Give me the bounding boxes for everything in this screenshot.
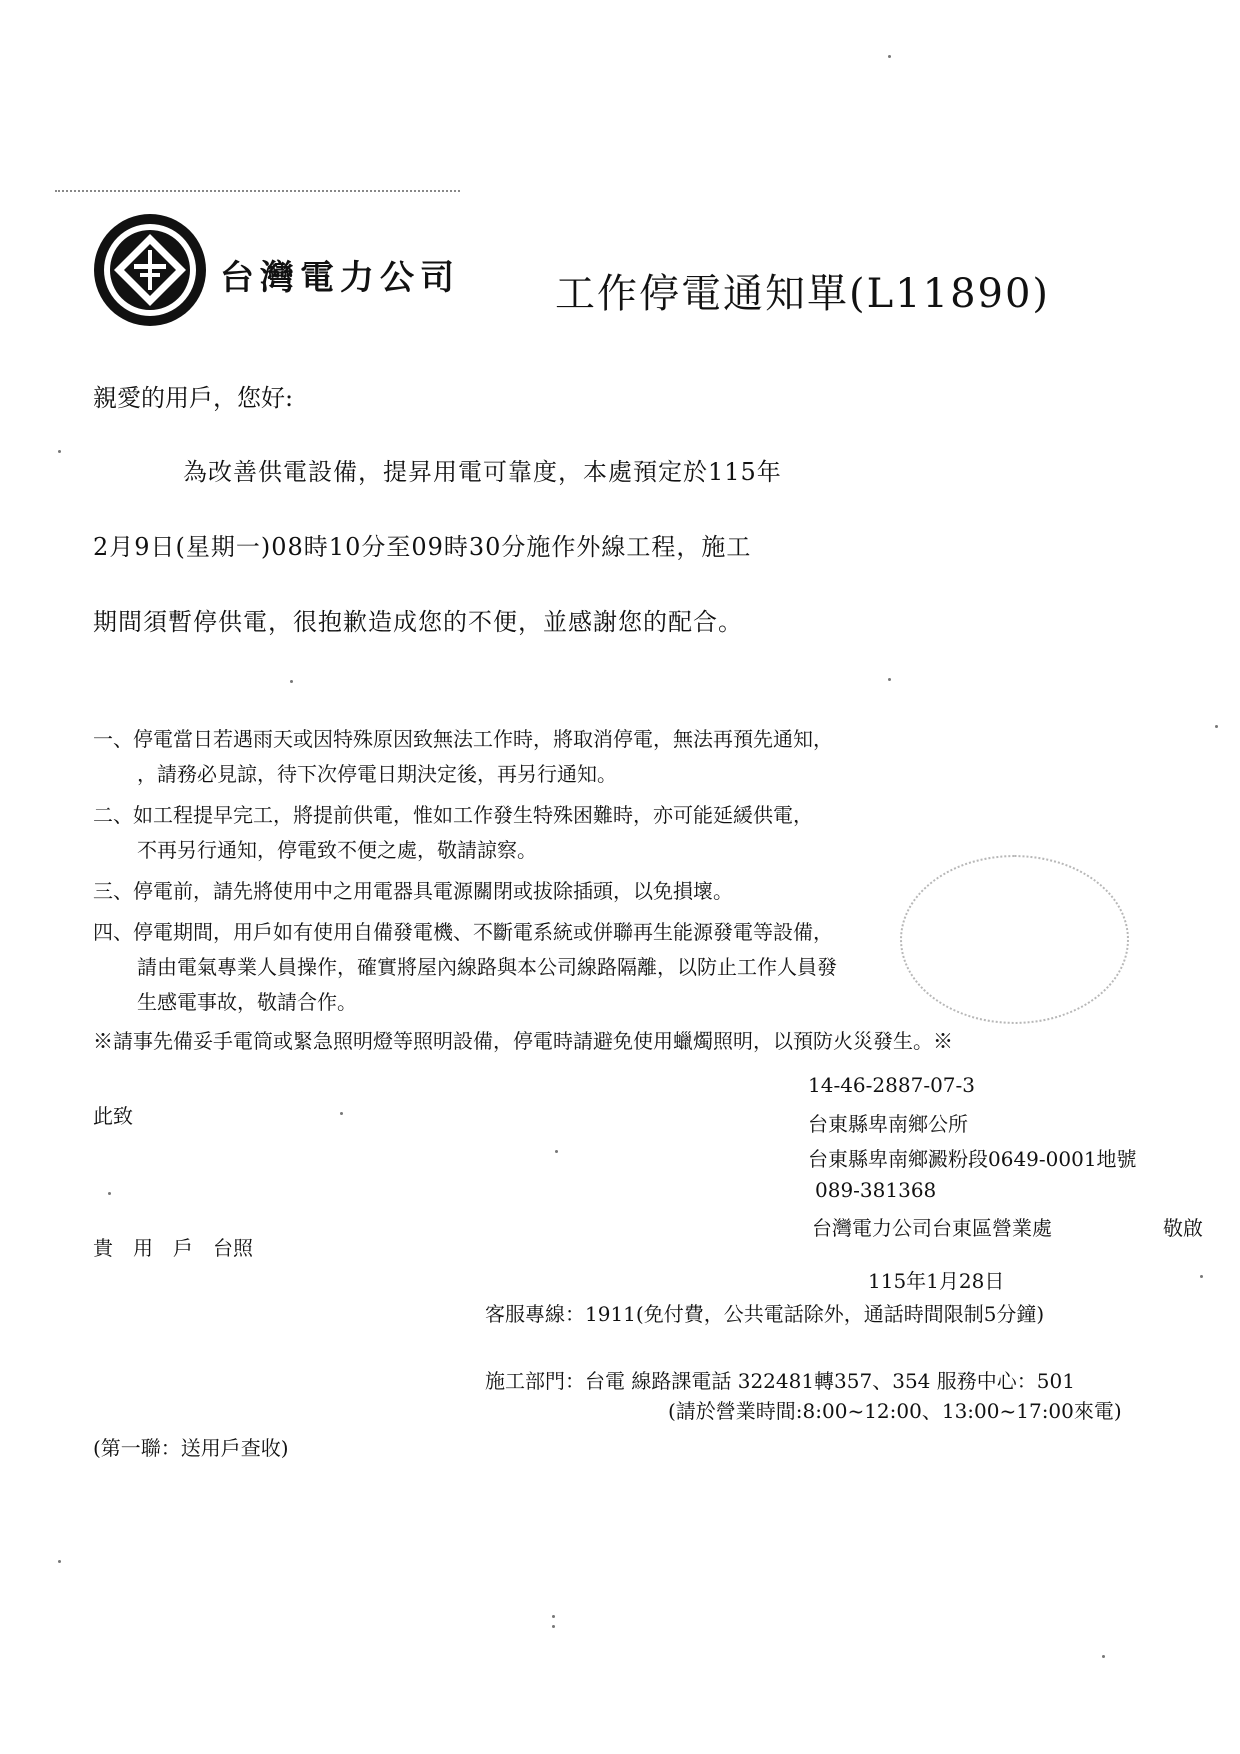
recipient: 貴 用 戶 台照 <box>93 1236 253 1260</box>
note-1-cont: ，請務必見諒，待下次停電日期決定後，再另行通知。 <box>137 762 617 786</box>
body-paragraph-line-2: 2月9日(星期一)08時10分至09時30分施作外線工程，施工 <box>93 533 752 561</box>
note-1: 一、停電當日若遇雨天或因特殊原因致無法工作時，將取消停電，無法再預先通知， <box>93 727 833 751</box>
phone: 089-381368 <box>815 1178 937 1202</box>
scan-speck <box>552 1625 555 1628</box>
department-contact: 施工部門：台電 線路課電話 322481轉357、354 服務中心：501 <box>485 1369 1075 1393</box>
account-number: 14-46-2887-07-3 <box>808 1073 976 1097</box>
scan-speck <box>58 1560 61 1563</box>
scan-speck <box>552 1615 555 1618</box>
copy-note: (第一聯：送用戶查收) <box>93 1436 289 1460</box>
scan-speck <box>340 1112 343 1115</box>
scan-speck <box>555 1150 558 1153</box>
scan-speck <box>1215 725 1218 728</box>
note-2: 二、如工程提早完工，將提前供電，惟如工作發生特殊困難時，亦可能延緩供電， <box>93 803 813 827</box>
body-paragraph-line-1: 為改善供電設備，提昇用電可靠度，本處預定於115年 <box>183 458 782 486</box>
greeting: 親愛的用戶，您好: <box>93 384 294 412</box>
body-paragraph-line-3: 期間須暫停供電，很抱歉造成您的不便，並感謝您的配合。 <box>93 608 743 636</box>
issue-date: 115年1月28日 <box>868 1269 1005 1293</box>
addressee: 台東縣卑南鄉公所 <box>808 1112 968 1136</box>
note-warning: ※請事先備妥手電筒或緊急照明燈等照明設備，停電時請避免使用蠟燭照明，以預防火災發生。※ <box>93 1029 953 1053</box>
scan-speck <box>888 678 891 681</box>
hotline: 客服專線：1911(免付費，公共電話除外，通話時間限制5分鐘) <box>485 1302 1045 1326</box>
note-4: 四、停電期間，用戶如有使用自備發電機、不斷電系統或併聯再生能源發電等設備， <box>93 920 833 944</box>
company-name: 台灣電力公司 <box>220 258 460 298</box>
taipower-logo-icon <box>90 210 210 330</box>
document-title: 工作停電通知單(L11890) <box>555 271 1051 317</box>
sender: 台灣電力公司台東區營業處 <box>812 1216 1052 1240</box>
business-hours: (請於營業時間:8:00~12:00、13:00~17:00來電) <box>668 1399 1122 1423</box>
closing-ci-zhi: 此致 <box>93 1104 133 1128</box>
scan-speck <box>290 680 293 683</box>
scan-speck <box>58 450 61 453</box>
note-4-cont: 請由電氣專業人員操作，確實將屋內線路與本公司線路隔離，以防止工作人員發 <box>137 955 837 979</box>
address: 台東縣卑南鄉澱粉段0649-0001地號 <box>808 1147 1137 1171</box>
scan-speck <box>1102 1655 1105 1658</box>
scan-speck <box>888 55 891 58</box>
note-3: 三、停電前，請先將使用中之用電器具電源關閉或拔除插頭，以免損壞。 <box>93 879 733 903</box>
scan-speck <box>108 1192 111 1195</box>
header-rule <box>55 190 460 192</box>
note-2-cont: 不再另行通知，停電致不便之處，敬請諒察。 <box>137 838 537 862</box>
note-4-cont-2: 生感電事故，敬請合作。 <box>137 990 357 1014</box>
scan-speck <box>1200 1275 1203 1278</box>
regards: 敬啟 <box>1163 1216 1203 1240</box>
faint-stamp <box>900 855 1129 1024</box>
